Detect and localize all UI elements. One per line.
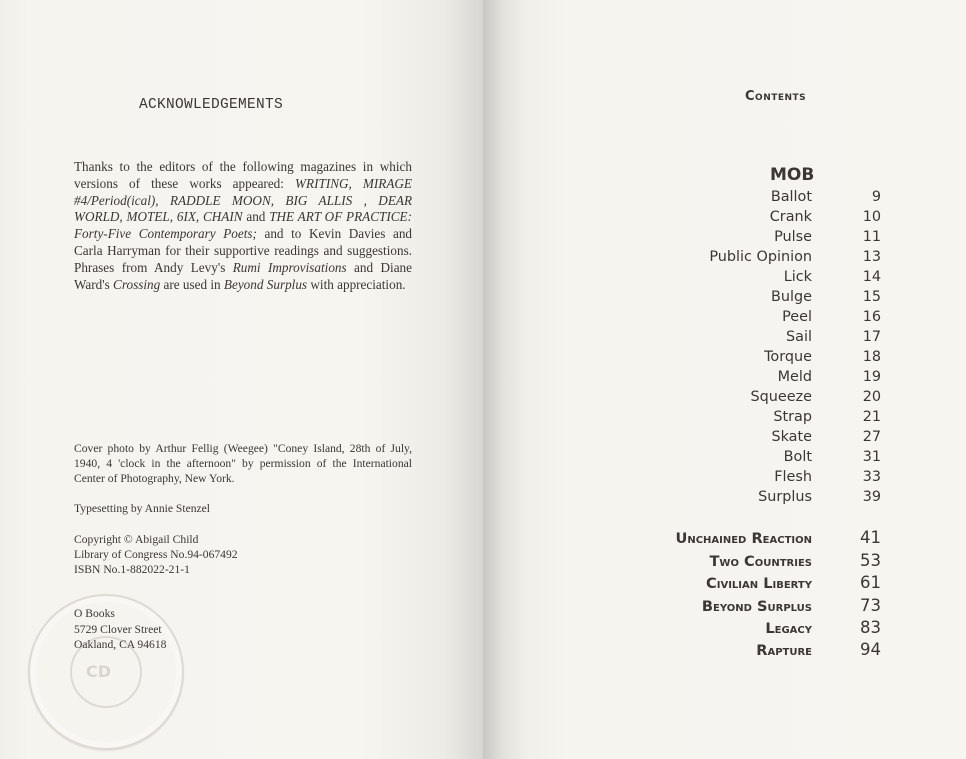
toc-entry-page: 13 — [862, 249, 881, 265]
ack-rumi-title: Rumi Improvisations — [232, 259, 347, 275]
toc-entry-title: Skate — [771, 429, 812, 445]
toc-entry-page: 18 — [862, 349, 881, 365]
toc-entry — [483, 389, 966, 409]
toc-entry — [483, 409, 966, 429]
toc-entry-title: Public Opinion — [709, 249, 812, 265]
ack-crossing-title: Crossing — [113, 276, 161, 292]
ack-text-intro: Thanks to the editors of the following magazines in which versions of these works appeared: — [74, 159, 412, 191]
toc-section-title: Unchained Reaction — [675, 530, 812, 547]
toc-entry — [483, 349, 966, 369]
toc-section-page: 73 — [860, 596, 881, 615]
toc-entry — [483, 429, 966, 449]
toc-entry — [483, 289, 966, 309]
toc-entry-page: 21 — [862, 409, 881, 425]
toc-entry-page: 33 — [862, 469, 881, 485]
acknowledgements-title: ACKNOWLEDGEMENTS — [139, 97, 284, 113]
toc-entry-title: Ballot — [770, 189, 812, 205]
ack-text-thanks: and to Kevin Davies and Carla Harryman for their supportive readings and suggestions. Phrases from Andy Levy's — [74, 226, 413, 275]
toc-entry-page: 14 — [862, 269, 881, 285]
ack-text-used: are used in — [160, 276, 224, 292]
toc-entry — [483, 489, 966, 509]
toc-section — [483, 530, 966, 552]
toc-entry-title: Lick — [783, 269, 812, 285]
toc-entry — [483, 369, 966, 389]
toc-entry-page: 17 — [862, 329, 881, 345]
toc-entry — [483, 249, 966, 269]
toc-entry-page: 19 — [862, 369, 881, 385]
publisher-city: Oakland, CA 94618 — [74, 638, 167, 652]
toc-entry-title: Meld — [777, 369, 812, 385]
toc-entry-title: Sail — [786, 329, 812, 345]
library-of-congress-line: Library of Congress No.94-067492 — [74, 548, 238, 562]
toc-entry — [483, 449, 966, 469]
copyright-block — [74, 532, 238, 578]
toc-entry-title: Bulge — [771, 289, 812, 305]
toc-section-page: 41 — [860, 528, 881, 547]
publisher-name: O Books — [74, 607, 115, 620]
toc-entry-page: 15 — [862, 289, 881, 305]
toc-entry-page: 16 — [862, 309, 881, 325]
cover-photo-credit: Cover photo by Arthur Fellig (Weegee) "Coney Island, 28th of July, 1940, 4 'clock in the afternoon" by permission of the International Center of Photography, New York. — [74, 442, 412, 486]
toc-section-title: Civilian Liberty — [706, 575, 812, 592]
toc-entry-title: Squeeze — [750, 389, 812, 405]
toc-section — [483, 598, 966, 620]
ack-text-and: and — [242, 209, 270, 225]
toc-section-page: 83 — [860, 618, 881, 637]
toc-section-title: Beyond Surplus — [701, 598, 812, 615]
right-page-contents — [483, 0, 966, 759]
toc-section-page: 94 — [860, 640, 881, 659]
toc-entry — [483, 189, 966, 209]
toc-entry — [483, 209, 966, 229]
toc-entry-title: Crank — [769, 209, 812, 225]
toc-entry-title: Peel — [782, 309, 812, 325]
toc-entry — [483, 229, 966, 249]
toc-entry-page: 10 — [862, 209, 881, 225]
toc-section — [483, 575, 966, 597]
toc-entry-page: 9 — [871, 189, 881, 205]
toc-section — [483, 553, 966, 575]
copyright-line: Copyright © Abigail Child — [74, 533, 199, 546]
ack-magazines: WRITING, MIRAGE #4/Period(ical), RADDLE MOON, BIG ALLIS , DEAR WORLD, MOTEL, 6IX, CHAIN — [74, 175, 412, 225]
ack-anthology: THE ART OF PRACTICE: Forty-Five Contemporary Poets; — [74, 209, 412, 242]
embossed-seal-mark: CD — [86, 662, 112, 681]
toc-entry — [483, 269, 966, 289]
toc-section-title: Legacy — [765, 620, 812, 637]
toc-entry — [483, 469, 966, 489]
ack-beyond-surplus-title: Beyond Surplus — [223, 276, 308, 292]
toc-entry-title: Strap — [773, 409, 812, 425]
toc-entry-title: Flesh — [774, 469, 812, 485]
toc-entry-title: Torque — [764, 349, 812, 365]
publisher-street: 5729 Clover Street — [74, 622, 162, 636]
toc-section-page: 53 — [860, 551, 881, 570]
toc-mob-heading: MOB — [770, 165, 815, 185]
toc-section — [483, 620, 966, 642]
publisher-address — [74, 606, 166, 653]
toc-entry — [483, 309, 966, 329]
toc-section — [483, 642, 966, 664]
toc-section-page: 61 — [860, 573, 881, 592]
ack-text-end: with appreciation. — [307, 276, 406, 292]
acknowledgements-body — [74, 159, 412, 293]
toc-entry — [483, 329, 966, 349]
toc-entry-page: 39 — [862, 489, 881, 505]
toc-entry-page: 20 — [862, 389, 881, 405]
toc-entry-title: Pulse — [774, 229, 812, 245]
toc-entry-title: Surplus — [758, 489, 812, 505]
typesetting-credit: Typesetting by Annie Stenzel — [74, 502, 211, 515]
toc-entry-title: Bolt — [783, 449, 812, 465]
toc-section-title: Two Countries — [709, 553, 812, 570]
isbn-line: ISBN No.1-882022-21-1 — [74, 563, 190, 577]
contents-title: Contents — [745, 89, 807, 104]
toc-section-title: Rapture — [756, 642, 812, 659]
toc-entry-page: 11 — [862, 229, 881, 245]
ack-text-diane: and Diane Ward's — [74, 259, 412, 292]
toc-entry-page: 27 — [862, 429, 881, 445]
toc-entry-page: 31 — [862, 449, 881, 465]
